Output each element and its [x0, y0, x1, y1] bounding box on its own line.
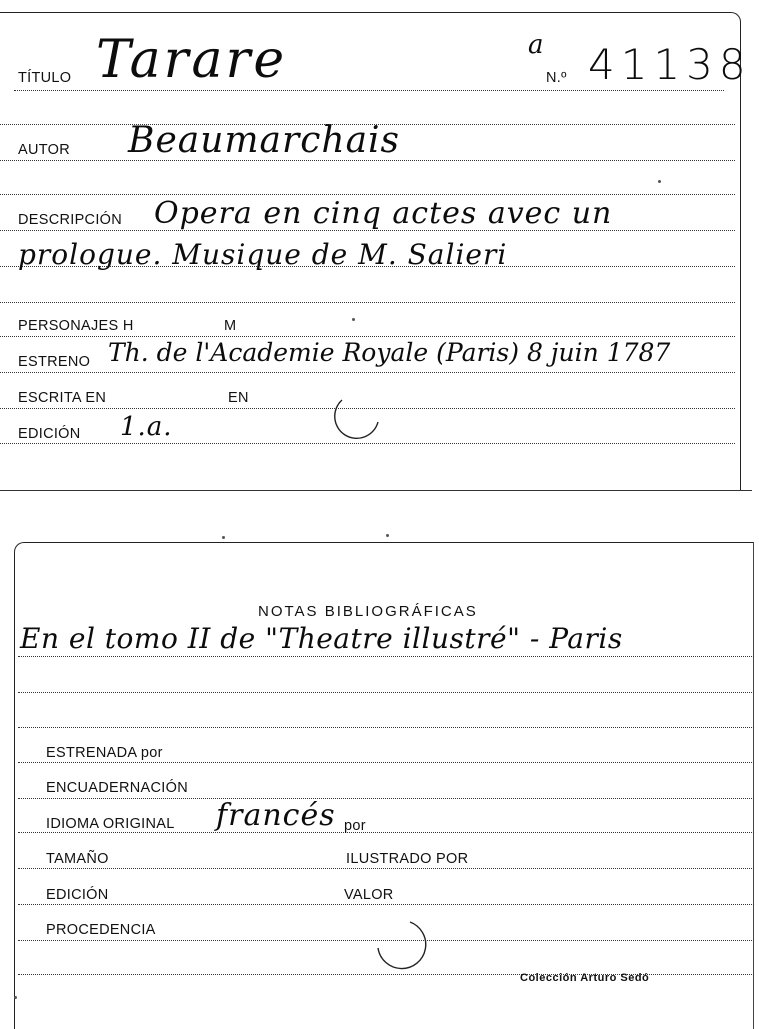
rule-notas-1: [18, 656, 754, 657]
rule-titulo: [14, 90, 724, 91]
autor-label: AUTOR: [18, 142, 70, 158]
number-prefix: a: [528, 30, 545, 60]
idioma-por-label: por: [344, 818, 366, 834]
notas-heading: NOTAS BIBLIOGRÁFICAS: [258, 603, 478, 620]
edicion-back-label: EDICIÓN: [46, 887, 109, 903]
front-bottom-edge: [0, 490, 752, 491]
rule-idioma: [18, 832, 754, 833]
punch-hole-back: [364, 912, 434, 978]
descripcion-line-1: Opera en cinq actes avec un: [154, 196, 613, 231]
scan-speck: [352, 318, 355, 321]
titulo-label: TÍTULO: [18, 70, 72, 86]
rule-tamano: [18, 868, 754, 869]
escrita-label: ESCRITA EN: [18, 390, 107, 406]
notas-value: En el tomo II de "Theatre illustré" - Paris: [20, 622, 623, 655]
descripcion-line-2: prologue. Musique de M. Salieri: [18, 238, 508, 271]
valor-label: VALOR: [344, 887, 394, 903]
number-label: N.º: [546, 70, 567, 86]
rule-blank-3: [0, 302, 735, 303]
number-value: 41138: [588, 40, 752, 89]
rule-encuadernacion: [18, 798, 754, 799]
coleccion-label: Colección Arturo Sedó: [520, 972, 650, 984]
edicion-value: 1.a.: [120, 412, 173, 442]
personajes-label: PERSONAJES H: [18, 318, 134, 334]
scan-speck: [222, 536, 225, 539]
rule-estrenada: [18, 762, 754, 763]
idioma-value: francés: [216, 798, 336, 833]
rule-notas-2: [18, 692, 754, 693]
rule-estreno: [0, 372, 735, 373]
titulo-value: Tarare: [96, 30, 288, 90]
rule-personajes: [0, 336, 735, 337]
estrenada-label: ESTRENADA por: [46, 745, 163, 761]
punch-hole-front: [322, 396, 382, 446]
autor-value: Beaumarchais: [128, 120, 401, 161]
estreno-value: Th. de l'Academie Royale (Paris) 8 juin 1787: [108, 338, 671, 367]
ilustrado-label: ILUSTRADO POR: [346, 851, 469, 867]
rule-edicion-back: [18, 904, 754, 905]
tamano-label: TAMAÑO: [46, 851, 109, 867]
escrita-en-label: EN: [228, 390, 249, 406]
scan-speck: [386, 534, 389, 537]
procedencia-label: PROCEDENCIA: [46, 922, 156, 938]
estreno-label: ESTRENO: [18, 354, 91, 370]
edicion-label: EDICIÓN: [18, 426, 81, 442]
descripcion-label: DESCRIPCIÓN: [18, 212, 123, 228]
rule-notas-3: [18, 727, 754, 728]
scan-speck: [14, 996, 17, 999]
scan-speck: [658, 180, 661, 183]
rule-blank-2: [0, 194, 735, 195]
encuadernacion-label: ENCUADERNACIÓN: [46, 780, 188, 796]
idioma-label: IDIOMA ORIGINAL: [46, 816, 175, 832]
personajes-m-label: M: [224, 318, 237, 334]
